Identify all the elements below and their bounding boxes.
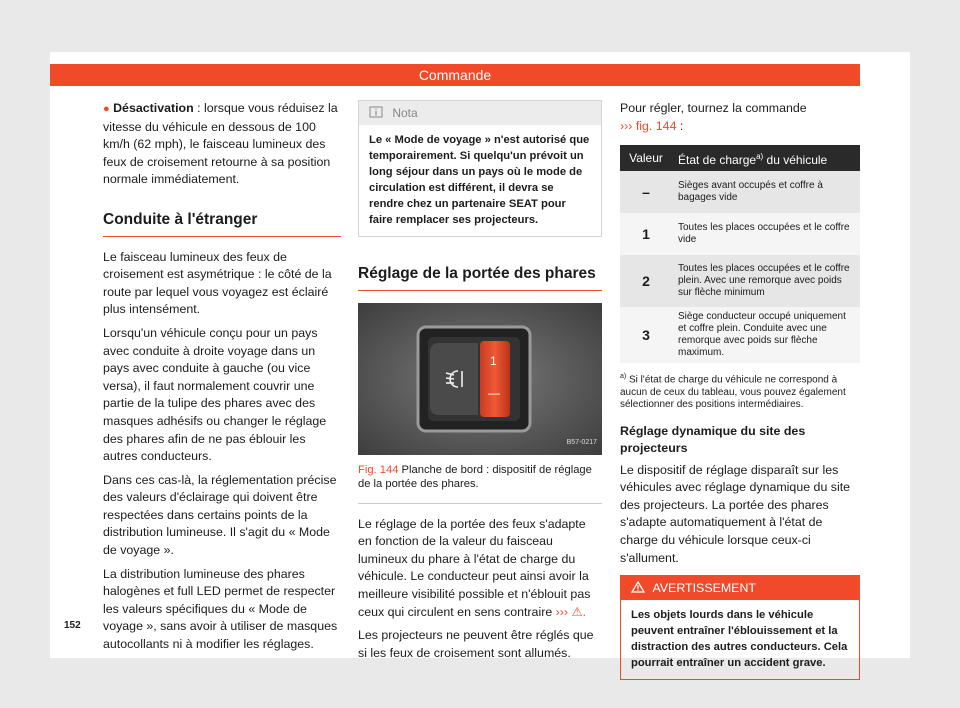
section-heading: Réglage de la portée des phares bbox=[358, 259, 602, 291]
load-state-table bbox=[620, 145, 860, 363]
bullet-item bbox=[103, 100, 341, 189]
page-number: 152 bbox=[64, 620, 81, 631]
table-header-state: État de charge$^{a)}$ du véhicule bbox=[672, 145, 860, 171]
table-row bbox=[620, 307, 860, 363]
table-cell-value: 2 bbox=[620, 255, 672, 307]
footnote-mark: a) bbox=[620, 373, 627, 381]
table-cell-value: 3 bbox=[620, 307, 672, 363]
warning-header bbox=[621, 576, 859, 600]
paragraph: Dans ces cas-là, la réglementation précise des valeurs d'éclairage qui doivent être respectées dans certains points de la distribution lumineuse. Il s'agit du « Mode de voyage ». bbox=[103, 472, 337, 558]
paragraph: Le faisceau lumineux des feux de croisement est asymétrique : le côté de la route par lequel vous voyagez est éclairé plus intensément. bbox=[103, 249, 332, 317]
intro-text: Pour régler, tournez la commande bbox=[620, 101, 807, 115]
bullet-text: : lorsque vous réduisez la vitesse du véhicule en dessous de 100 km/h (62 mph), le faisceau lumineux des feux de croisement retourne à sa position normale immédiatement. bbox=[103, 101, 338, 187]
section-header: Commande bbox=[50, 64, 860, 86]
warning-reference-link[interactable]: ››› ⚠. bbox=[552, 604, 587, 619]
warning-triangle-icon bbox=[631, 581, 648, 595]
paragraph-text: Le réglage de la portée des feux s'adapte en fonction de la valeur du faisceau lumineux du phare à l'état de charge du véhicule. Le conducteur peut ainsi avoir la meilleure visibilité possible et n'éblouit pas ceux qui circulent en sens contraire bbox=[358, 516, 591, 619]
paragraph bbox=[358, 516, 602, 622]
warning-label: AVERTISSEMENT bbox=[652, 581, 756, 596]
switch-mark-minus: — bbox=[488, 385, 500, 400]
table-cell-desc: Sièges avant occupés et coffre à bagages vide bbox=[672, 171, 860, 213]
intro-end: : bbox=[676, 118, 684, 133]
paragraph: Le dispositif de réglage disparaît sur les véhicules avec réglage dynamique du site des projecteurs. La portée des phares s'adapte automatiquement à l'état de charge du véhicule lorsque ceux-ci s'allument. bbox=[620, 462, 851, 565]
warning-text: Les objets lourds dans le véhicule peuvent entraîner l'éblouissement et la distraction des autres conducteurs. Cela pourrait entraîner un accident grave. bbox=[631, 609, 848, 670]
table-header-value: Valeur bbox=[620, 145, 672, 171]
caption-text: Planche de bord : dispositif de réglage de la portée des phares. bbox=[358, 463, 592, 490]
footnote-text: Si l'état de charge du véhicule ne correspond à aucun de ceux du tableau, vous pouvez également sélectionner des positions intermédiaires. bbox=[620, 374, 846, 410]
table-cell-desc: Toutes les places occupées et le coffre vide bbox=[672, 213, 860, 255]
table-row bbox=[620, 255, 860, 307]
paragraph: Lorsqu'un véhicule conçu pour un pays avec conduite à droite voyage dans un pays avec conduite à gauche (ou vice versa), il faut normalement couvrir une partie de la tulipe des phares avec des masques adhésifs ou changer le réglage des phares afin de ne pas éblouir les autres conducteurs. bbox=[103, 325, 327, 464]
info-icon bbox=[369, 106, 386, 120]
bullet-icon: ● bbox=[103, 103, 110, 115]
paragraph: Les projecteurs ne peuvent être réglés que si les feux de croisement sont allumés. bbox=[358, 628, 594, 660]
table-row bbox=[620, 213, 860, 255]
note-label: Nota bbox=[392, 106, 418, 120]
figure-caption bbox=[358, 463, 602, 504]
switch-mark-1: 1 bbox=[490, 353, 497, 368]
subheading: Réglage dynamique du site des projecteurs bbox=[620, 423, 806, 456]
note-box bbox=[358, 100, 602, 237]
table-cell-desc: Toutes les places occupées et le coffre plein. Avec une remorque avec poids sur flèche minimum bbox=[672, 255, 860, 307]
column-1 bbox=[103, 100, 341, 660]
note-header bbox=[359, 101, 601, 125]
figure-code: B57-0217 bbox=[566, 439, 597, 446]
table-row bbox=[620, 171, 860, 213]
warning-box bbox=[620, 575, 860, 680]
column-2 bbox=[358, 100, 602, 668]
bullet-label: Désactivation bbox=[113, 101, 194, 115]
table-footnote bbox=[620, 371, 860, 410]
table-cell-desc: Siège conducteur occupé uniquement et coffre plein. Conduite avec une remorque avec poids sur flèche maximum. bbox=[672, 307, 860, 363]
dashboard-switch-illustration bbox=[358, 303, 602, 455]
figure-reference-link[interactable]: ››› fig. 144 bbox=[620, 118, 677, 133]
table-cell-value: – bbox=[620, 171, 672, 213]
paragraph bbox=[620, 100, 860, 135]
column-3 bbox=[620, 100, 860, 680]
section-heading: Conduite à l'étranger bbox=[103, 205, 341, 237]
figure-number: Fig. 144 bbox=[358, 463, 399, 476]
table-cell-value: 1 bbox=[620, 213, 672, 255]
paragraph: La distribution lumineuse des phares halogènes et full LED permet de respecter les valeurs spécifiques du « Mode de voyage », sans avoir à utiliser de masques autocollants ni à modifier les réglages. bbox=[103, 566, 338, 652]
headlight-range-figure bbox=[358, 303, 602, 455]
note-text: Le « Mode de voyage » n'est autorisé que temporairement. Si quelqu'un prévoit un long séjour dans un pays où le mode de circulation est différent, il devra se rendre chez un partenaire SEAT pour faire remplacer ses projecteurs. bbox=[369, 134, 590, 226]
